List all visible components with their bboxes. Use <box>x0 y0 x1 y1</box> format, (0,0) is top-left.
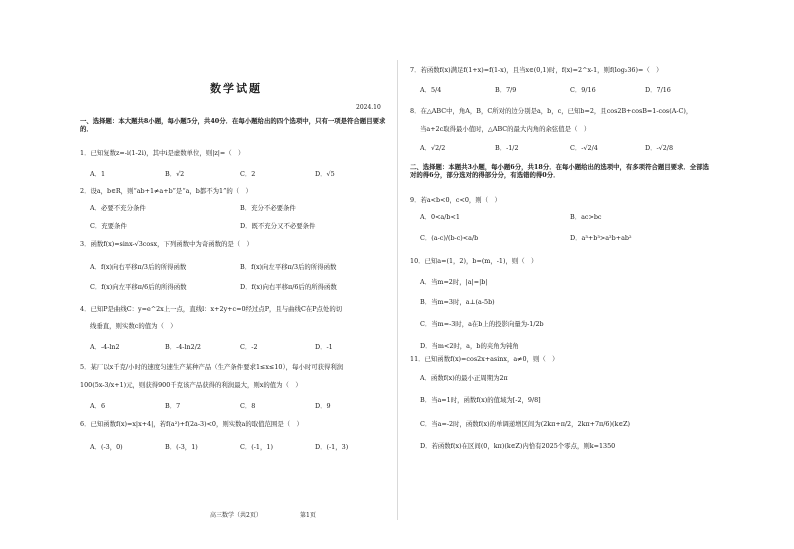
q4-option-b: B．-4-ln2/2 <box>165 343 201 351</box>
q6-option-d: D．(-1，3) <box>315 443 349 451</box>
q11-option-c: C．当a=-2时，函数f(x)的单调递增区间为(2kπ+π/2，2kπ+7π/6)(k∈Z) <box>420 420 631 428</box>
q8-option-b: B．-1/2 <box>495 144 519 152</box>
q3-option-b: B．f(x)向左平移π/3后的所得函数 <box>240 263 337 271</box>
q2-option-b: B．充分不必要条件 <box>240 204 296 212</box>
q4-option-d: D．-1 <box>315 343 333 351</box>
q7-option-a: A．5/4 <box>420 86 442 94</box>
q2-option-a: A．必要不充分条件 <box>90 204 146 212</box>
q11-option-d: D．若函数f(x)在区间(0，kπ)(k∈Z)内恰有2025个零点，则k=1350 <box>420 442 616 450</box>
q5-option-d: D．9 <box>315 402 331 410</box>
q1-stem: 1．已知复数z=-i(1-2i)，其中i是虚数单位，则|z|=（ ） <box>80 149 245 157</box>
q11-stem: 11．已知函数f(x)=cos2x+asinx，a≠0，则（ ） <box>410 355 559 363</box>
q8-stem-line2: 当a+2c取得最小值时，△ABC的最大内角的余弦值是（ ） <box>420 125 591 133</box>
page-title: 数学试题 <box>210 82 262 95</box>
q10-option-b: B．当m=3时，a⊥(a-5b) <box>420 298 495 306</box>
q9-option-a: A．0<a/b<1 <box>420 213 460 221</box>
q6-option-b: B．(-3，1) <box>165 443 198 451</box>
q2-stem: 2．设a，b∈R，则“ab+1≠a+b”是“a，b都不为1”的（ ） <box>80 187 252 195</box>
q7-option-b: B．7/9 <box>495 86 517 94</box>
q1-option-b: B．√2 <box>165 170 185 178</box>
q8-option-c: C．-√2/4 <box>570 144 598 152</box>
q10-option-d: D．当m<2时，a，b的夹角为钝角 <box>420 342 519 350</box>
q10-option-a: A．当m=2时，|a|=|b| <box>420 278 488 286</box>
q9-option-d: D．a³+b³>a²b+ab² <box>570 234 632 242</box>
q4-stem-line2: 线垂直，则实数c的值为（ ） <box>90 322 177 330</box>
q2-option-d: D．既不充分又不必要条件 <box>240 222 316 230</box>
q4-option-a: A．-4-ln2 <box>90 343 120 351</box>
q8-option-a: A．√2/2 <box>420 144 446 152</box>
exam-date: 2024.10 <box>356 104 381 111</box>
q8-option-d: D．-√2/8 <box>645 144 674 152</box>
q6-stem: 6．已知函数f(x)=x|x+4|，若f(a²)+f(2a-3)<0，则实数a的取值范围是（ ） <box>80 420 303 428</box>
footer-course: 高三数学（共2页） <box>210 512 262 519</box>
section-2-heading: 二、选择题：本题共3小题，每小题6分，共18分．在每小题给出的选项中，有多项符合题目要求．全部选对的得6分，部分选对的得部分分，有选错的得0分． <box>410 163 709 179</box>
page-divider <box>397 60 398 520</box>
q5-option-a: A．6 <box>90 402 106 410</box>
q5-option-b: B．7 <box>165 402 181 410</box>
q10-option-c: C．当m=-3时，a在b上的投影向量为-1/2b <box>420 320 544 328</box>
q5-stem-line1: 5．某厂以x千克/小时的速度匀速生产某种产品（生产条件要求1≤x≤10），每小时可获得利润 <box>80 363 344 371</box>
q1-option-d: D．√5 <box>315 170 335 178</box>
q11-option-b: B．当a=1时，函数f(x)的值域为[-2，9/8] <box>420 396 541 404</box>
q3-stem: 3．函数f(x)=sinx-√3cosx，下列函数中为奇函数的是（ ） <box>80 240 253 248</box>
q3-option-c: C．f(x)向左平移π/6后的所得函数 <box>90 283 187 291</box>
q11-option-a: A．函数f(x)的最小正周期为2π <box>420 374 508 382</box>
section-1-heading: 一、选择题：本大题共8小题，每小题5分，共40分．在每小题给出的四个选项中，只有一项是符合题目要求的． <box>80 117 386 133</box>
q1-option-a: A．1 <box>90 170 106 178</box>
q6-option-c: C．(-1，1) <box>240 443 273 451</box>
q9-stem: 9．若a<b<0，c<0，则（ ） <box>410 196 501 204</box>
q5-stem-line2: 100(5x-3/x+1)元，则获得900千克该产品获得的利润最大，则x的值为（ ） <box>80 381 302 389</box>
q2-option-c: C．充要条件 <box>90 222 127 230</box>
q3-option-a: A．f(x)向右平移π/3后的所得函数 <box>90 263 187 271</box>
q8-stem-line1: 8．在△ABC中，角A，B，C所对的边分别是a，b，c，已知b=2，且cos2B+cosB=1-cos(A-C)， <box>410 107 693 115</box>
q7-option-c: C．9/16 <box>570 86 596 94</box>
q9-option-b: B．ac>bc <box>570 213 602 221</box>
footer-page-number: 第1页 <box>300 512 316 519</box>
q6-option-a: A．(-3，0) <box>90 443 123 451</box>
q1-option-c: C．2 <box>240 170 256 178</box>
q3-option-d: D．f(x)向右平移π/6后的所得函数 <box>240 283 337 291</box>
q4-option-c: C．-2 <box>240 343 258 351</box>
q4-stem-line1: 4．已知P是曲线C：y=e^2x上一点，直线l：x+2y+c=0经过点P，且与曲线C在P点处的切 <box>80 305 343 313</box>
q9-option-c: C．(a-c)/(b-c)<a/b <box>420 234 479 242</box>
q10-stem: 10．已知a=(1，2)，b=(m，-1)，则（ ） <box>410 257 538 265</box>
q7-stem: 7．若函数f(x)满足f(1+x)=f(1-x)，且当x∈(0,1)时，f(x)=2^x-1，则f(log₂36)=（ ） <box>410 66 663 74</box>
q7-option-d: D．7/16 <box>645 86 671 94</box>
q5-option-c: C．8 <box>240 402 256 410</box>
